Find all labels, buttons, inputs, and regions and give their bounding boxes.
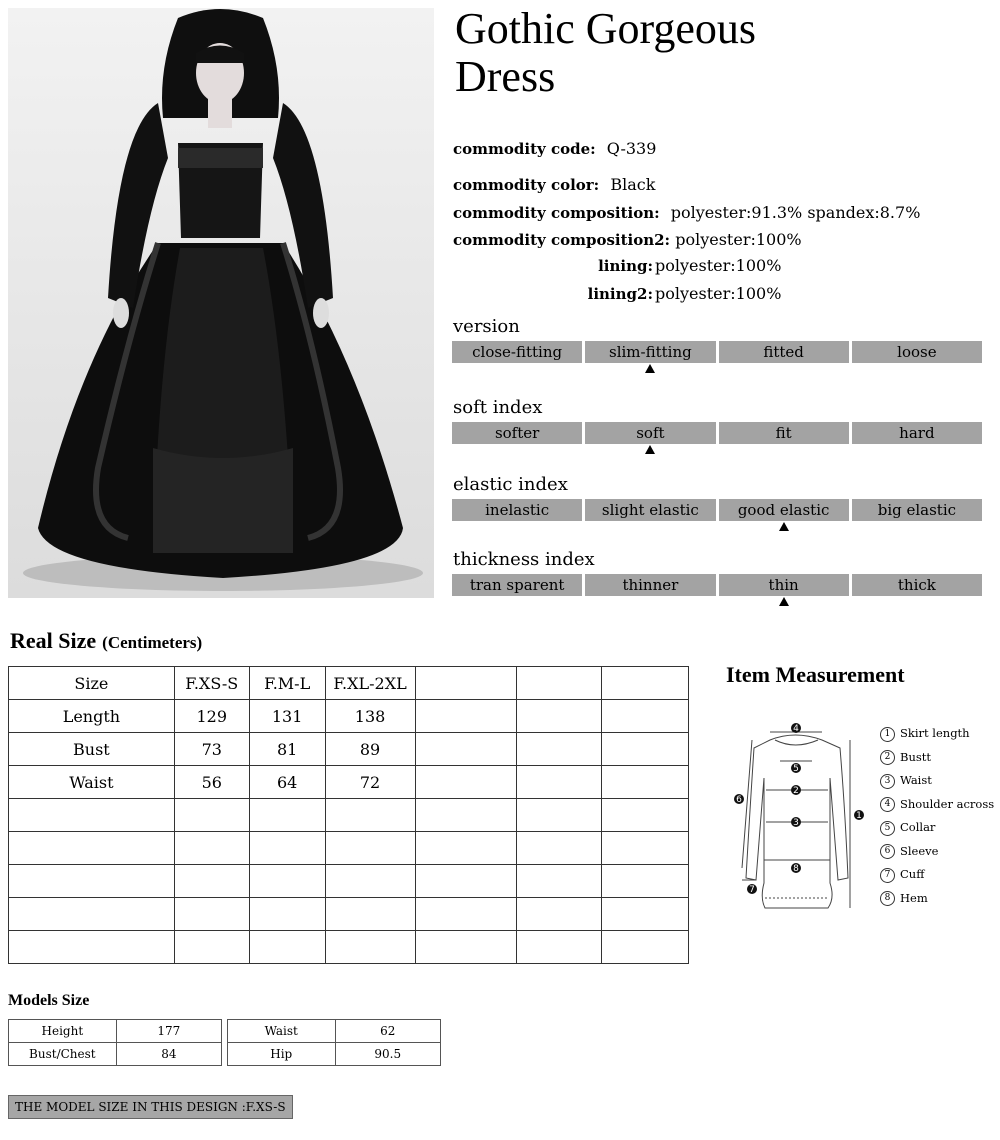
table-cell xyxy=(325,799,415,832)
legend-item xyxy=(880,797,994,821)
table-cell: 73 xyxy=(174,733,249,766)
table-cell xyxy=(517,733,602,766)
table-cell xyxy=(174,865,249,898)
table-cell xyxy=(415,700,517,733)
table-row xyxy=(9,832,689,865)
spec-lining2 xyxy=(453,284,781,303)
spec-composition2 xyxy=(453,230,802,249)
diagram-num-4: 4 xyxy=(793,724,799,734)
table-row xyxy=(9,1043,222,1066)
soft-option: soft xyxy=(585,422,715,444)
diagram-num-7: 7 xyxy=(749,885,755,895)
table-cell xyxy=(415,898,517,931)
table-cell: 131 xyxy=(249,700,325,733)
table-cell: 56 xyxy=(174,766,249,799)
soft-option: fit xyxy=(719,422,849,444)
diagram-num-3: 3 xyxy=(793,818,799,828)
legend-label: Sleeve xyxy=(900,843,939,858)
models-table-right xyxy=(227,1019,441,1066)
model-height-value: 177 xyxy=(116,1020,221,1043)
version-option: fitted xyxy=(719,341,849,363)
measurement-legend xyxy=(880,726,994,914)
measurement-diagram xyxy=(730,718,870,918)
legend-item xyxy=(880,773,994,797)
spec-color-label: commodity color: xyxy=(453,176,600,194)
table-cell xyxy=(602,766,689,799)
legend-item xyxy=(880,844,994,868)
dress-illustration xyxy=(8,8,434,598)
table-cell xyxy=(249,799,325,832)
spec-code xyxy=(453,139,656,158)
models-size-title: Models Size xyxy=(8,992,90,1009)
legend-num-icon: 3 xyxy=(880,774,895,789)
models-table-left xyxy=(8,1019,222,1066)
product-photo xyxy=(8,8,434,598)
table-cell xyxy=(9,898,175,931)
legend-label: Skirt length xyxy=(900,726,970,740)
real-size-heading: Real Size xyxy=(10,628,97,653)
table-row xyxy=(9,733,689,766)
thickness-option: thick xyxy=(852,574,982,596)
legend-label: Collar xyxy=(900,820,936,834)
table-row xyxy=(9,931,689,964)
table-row xyxy=(228,1043,441,1066)
diagram-num-5: 5 xyxy=(793,764,799,774)
table-cell xyxy=(249,931,325,964)
soft-option: hard xyxy=(852,422,982,444)
legend-num-icon: 2 xyxy=(880,750,895,765)
table-header-cell: F.M-L xyxy=(249,667,325,700)
table-cell xyxy=(517,667,602,700)
table-cell xyxy=(602,865,689,898)
soft-index-title: soft index xyxy=(453,397,543,418)
title-line-2: Dress xyxy=(455,52,556,101)
elastic-option: big elastic xyxy=(852,499,982,521)
table-cell xyxy=(325,832,415,865)
table-cell xyxy=(517,931,602,964)
version-option: close-fitting xyxy=(452,341,582,363)
table-cell xyxy=(517,766,602,799)
table-row xyxy=(9,700,689,733)
table-cell xyxy=(415,865,517,898)
table-cell: 81 xyxy=(249,733,325,766)
elastic-index-bar xyxy=(452,499,982,521)
real-size-unit: (Centimeters) xyxy=(102,633,203,652)
table-cell xyxy=(517,832,602,865)
version-option: loose xyxy=(852,341,982,363)
table-row xyxy=(9,1020,222,1043)
table-cell: 64 xyxy=(249,766,325,799)
spec-lining2-label: lining2: xyxy=(587,285,653,303)
soft-marker-icon xyxy=(645,445,655,454)
table-cell xyxy=(174,832,249,865)
real-size-title xyxy=(10,628,202,654)
thickness-option: thinner xyxy=(585,574,715,596)
table-cell xyxy=(325,898,415,931)
thickness-index-bar xyxy=(452,574,982,596)
table-cell xyxy=(517,898,602,931)
spec-color xyxy=(453,175,655,194)
spec-composition-value: polyester:91.3% spandex:8.7% xyxy=(670,203,921,222)
item-measurement-title: Item Measurement xyxy=(726,662,905,687)
spec-lining-label: lining: xyxy=(598,257,653,275)
soft-option: softer xyxy=(452,422,582,444)
legend-label: Bustt xyxy=(900,749,932,764)
diagram-num-2: 2 xyxy=(793,786,799,796)
spec-composition2-value: polyester:100% xyxy=(675,230,802,249)
legend-item xyxy=(880,726,994,750)
table-cell xyxy=(9,832,175,865)
spec-composition2-label: commodity composition2: xyxy=(453,231,671,249)
spec-lining-value: polyester:100% xyxy=(655,256,782,275)
legend-item xyxy=(880,891,994,915)
table-cell xyxy=(9,799,175,832)
legend-num-icon: 8 xyxy=(880,891,895,906)
model-height-label: Height xyxy=(9,1020,117,1043)
legend-item xyxy=(880,820,994,844)
table-row xyxy=(228,1020,441,1043)
table-header-cell: F.XL-2XL xyxy=(325,667,415,700)
table-row xyxy=(9,766,689,799)
table-cell xyxy=(415,832,517,865)
table-cell xyxy=(415,766,517,799)
table-cell xyxy=(602,700,689,733)
size-table xyxy=(8,666,689,964)
table-header-row xyxy=(9,667,689,700)
table-cell xyxy=(9,865,175,898)
elastic-option: inelastic xyxy=(452,499,582,521)
model-hip-label: Hip xyxy=(228,1043,336,1066)
spec-composition xyxy=(453,203,920,222)
table-cell xyxy=(415,799,517,832)
table-cell xyxy=(602,733,689,766)
table-cell xyxy=(249,832,325,865)
elastic-marker-icon xyxy=(779,522,789,531)
table-cell xyxy=(325,865,415,898)
table-cell xyxy=(249,898,325,931)
spec-lining xyxy=(453,256,781,275)
legend-item xyxy=(880,750,994,774)
table-cell xyxy=(602,898,689,931)
spec-code-label: commodity code: xyxy=(453,140,596,158)
soft-index-bar xyxy=(452,422,982,444)
legend-num-icon: 7 xyxy=(880,868,895,883)
table-cell xyxy=(9,931,175,964)
table-cell: 72 xyxy=(325,766,415,799)
diagram-num-8: 8 xyxy=(793,864,799,874)
diagram-num-6: 6 xyxy=(736,795,742,805)
table-cell xyxy=(415,667,517,700)
table-cell xyxy=(174,898,249,931)
table-cell: Waist xyxy=(9,766,175,799)
elastic-option: good elastic xyxy=(719,499,849,521)
elastic-index-title: elastic index xyxy=(453,474,568,495)
thickness-option: thin xyxy=(719,574,849,596)
legend-num-icon: 6 xyxy=(880,844,895,859)
thickness-index-title: thickness index xyxy=(453,549,595,570)
version-option: slim-fitting xyxy=(585,341,715,363)
table-cell: 138 xyxy=(325,700,415,733)
table-cell xyxy=(602,667,689,700)
table-cell xyxy=(174,799,249,832)
thickness-marker-icon xyxy=(779,597,789,606)
table-cell xyxy=(249,865,325,898)
model-waist-label: Waist xyxy=(228,1020,336,1043)
table-cell xyxy=(517,865,602,898)
legend-item xyxy=(880,867,994,891)
legend-num-icon: 5 xyxy=(880,821,895,836)
table-cell xyxy=(602,931,689,964)
model-size-note: THE MODEL SIZE IN THIS DESIGN :F.XS-S xyxy=(8,1095,293,1119)
spec-composition-label: commodity composition: xyxy=(453,204,660,222)
legend-label: Cuff xyxy=(900,867,925,881)
table-header-cell: F.XS-S xyxy=(174,667,249,700)
title-line-1: Gothic Gorgeous xyxy=(455,4,757,53)
elastic-option: slight elastic xyxy=(585,499,715,521)
table-cell xyxy=(517,700,602,733)
table-cell xyxy=(415,733,517,766)
model-bust-value: 84 xyxy=(116,1043,221,1066)
table-cell xyxy=(602,799,689,832)
spec-code-value: Q-339 xyxy=(606,139,657,158)
legend-label: Shoulder across xyxy=(900,796,995,811)
legend-num-icon: 4 xyxy=(880,797,895,812)
table-cell xyxy=(415,931,517,964)
version-marker-icon xyxy=(645,364,655,373)
table-cell: Bust xyxy=(9,733,175,766)
table-row xyxy=(9,799,689,832)
table-cell: Length xyxy=(9,700,175,733)
version-title: version xyxy=(453,316,520,337)
version-bar xyxy=(452,341,982,363)
legend-label: Waist xyxy=(900,773,932,787)
table-cell xyxy=(325,931,415,964)
spec-color-value: Black xyxy=(610,175,656,194)
table-cell xyxy=(517,799,602,832)
table-row xyxy=(9,898,689,931)
legend-label: Hem xyxy=(900,890,928,905)
model-waist-value: 62 xyxy=(335,1020,441,1043)
model-bust-label: Bust/Chest xyxy=(9,1043,117,1066)
model-hip-value: 90.5 xyxy=(335,1043,441,1066)
table-cell: 129 xyxy=(174,700,249,733)
table-cell: 89 xyxy=(325,733,415,766)
table-header-cell: Size xyxy=(9,667,175,700)
product-title xyxy=(455,5,955,101)
legend-num-icon: 1 xyxy=(880,727,895,742)
table-row xyxy=(9,865,689,898)
thickness-option: tran sparent xyxy=(452,574,582,596)
table-cell xyxy=(174,931,249,964)
table-cell xyxy=(602,832,689,865)
spec-lining2-value: polyester:100% xyxy=(655,284,782,303)
diagram-num-1: 1 xyxy=(856,811,862,821)
